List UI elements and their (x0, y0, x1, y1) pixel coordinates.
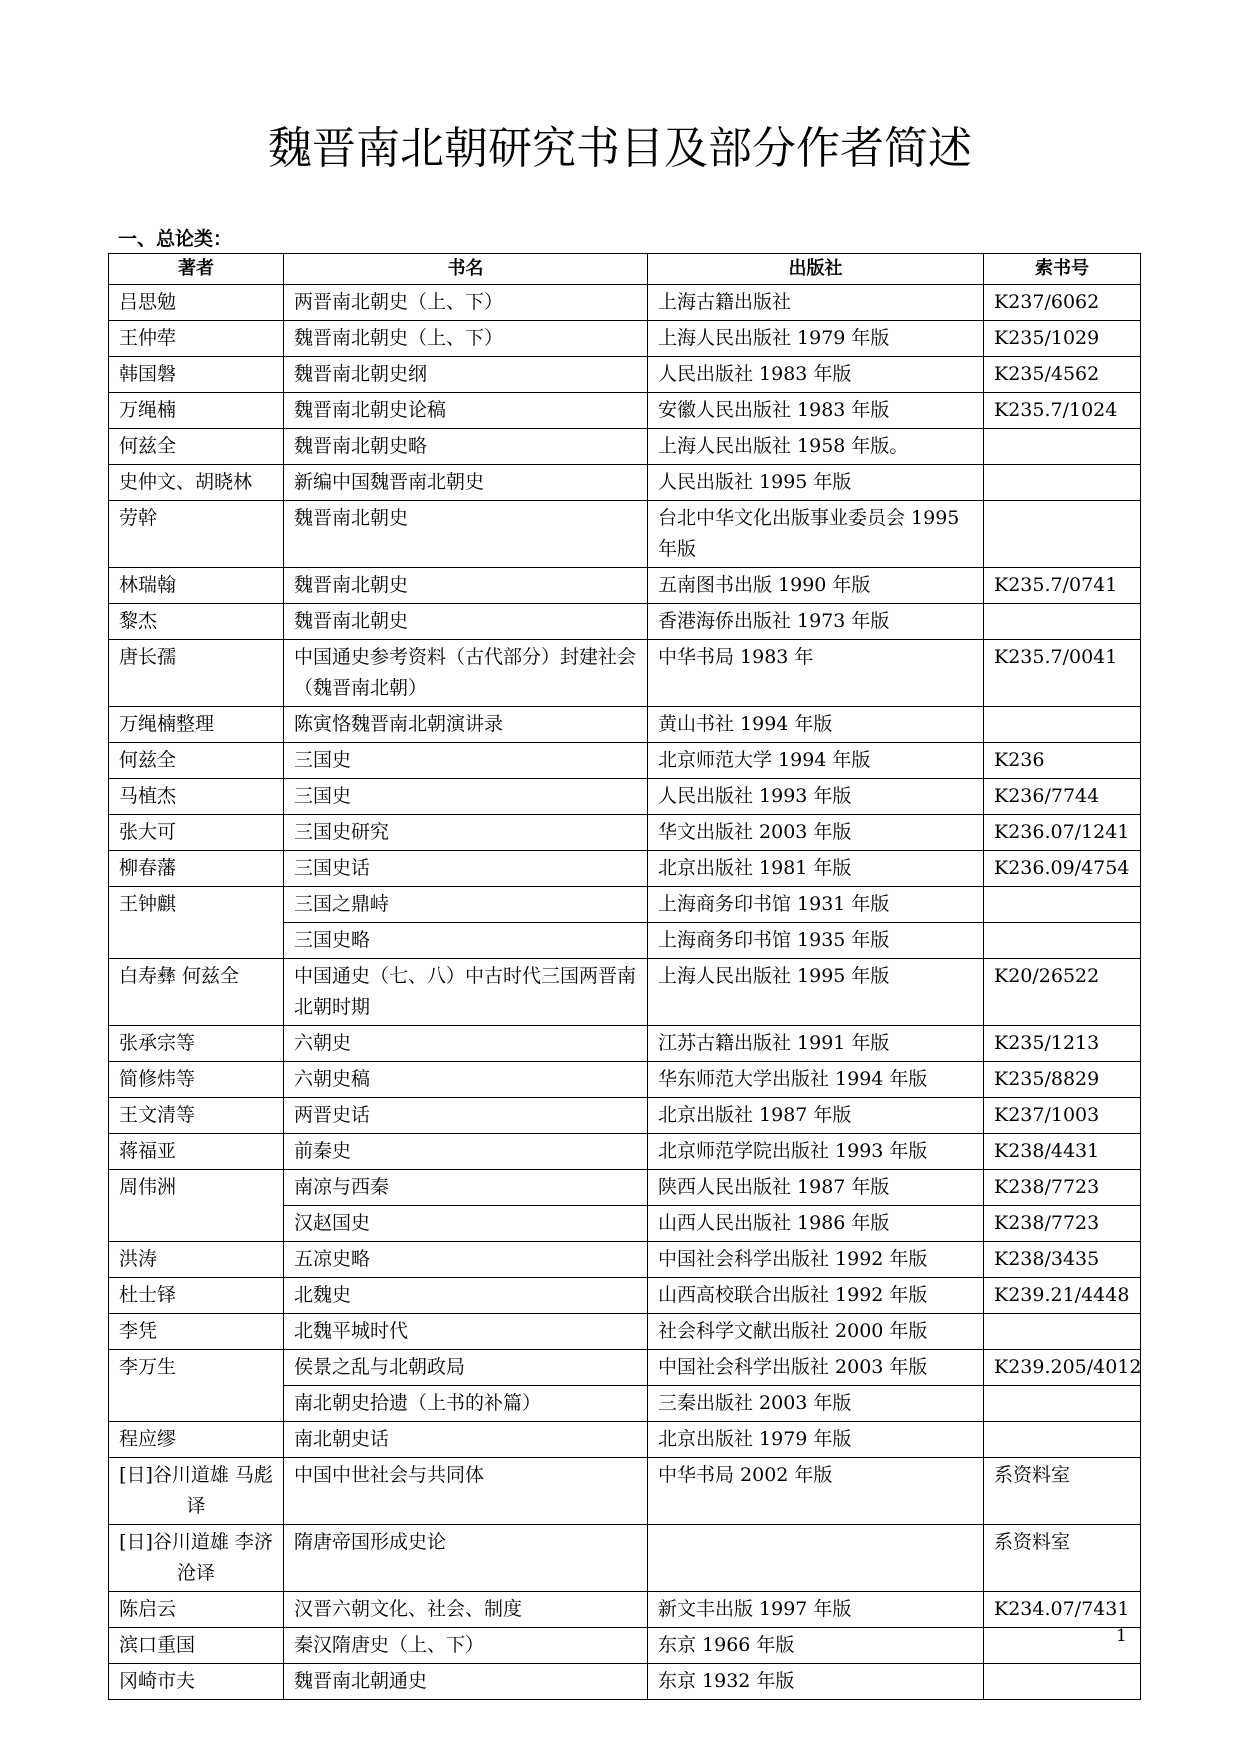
title-cell: 魏晋南北朝史论稿 (284, 393, 648, 429)
publisher-cell: 人民出版社 1983 年版 (648, 357, 984, 393)
title-cell: 两晋南北朝史（上、下） (284, 285, 648, 321)
table-row (109, 640, 1141, 707)
publisher-cell: 香港海侨出版社 1973 年版 (648, 604, 984, 640)
publisher-cell: 陕西人民出版社 1987 年版 (648, 1170, 984, 1206)
call-number-cell: K236.07/1241 (984, 815, 1141, 851)
publisher-cell: 黄山书社 1994 年版 (648, 707, 984, 743)
title-cell: 六朝史 (284, 1026, 648, 1062)
title-cell: 陈寅恪魏晋南北朝演讲录 (284, 707, 648, 743)
title-cell: 魏晋南北朝史（上、下） (284, 321, 648, 357)
call-number-cell: 系资料室 (984, 1525, 1141, 1592)
title-cell: 魏晋南北朝史 (284, 501, 648, 568)
author-cell: 李凭 (109, 1314, 284, 1350)
table-row (109, 815, 1141, 851)
table-row (109, 285, 1141, 321)
publisher-cell: 上海人民出版社 1979 年版 (648, 321, 984, 357)
call-number-cell: K235.7/0041 (984, 640, 1141, 707)
column-header-author: 著者 (109, 254, 284, 285)
title-cell: 南凉与西秦 (284, 1170, 648, 1206)
publisher-cell: 台北中华文化出版事业委员会 1995 年版 (648, 501, 984, 568)
publisher-cell: 北京师范学院出版社 1993 年版 (648, 1134, 984, 1170)
publisher-cell: 中国社会科学出版社 1992 年版 (648, 1242, 984, 1278)
table-row (109, 1422, 1141, 1458)
call-number-cell: K234.07/7431 (984, 1592, 1141, 1628)
author-cell: 滨口重国 (109, 1628, 284, 1664)
publisher-cell: 江苏古籍出版社 1991 年版 (648, 1026, 984, 1062)
author-cell: 劳幹 (109, 501, 284, 568)
author-cell: 何兹全 (109, 429, 284, 465)
call-number-cell: K236/7744 (984, 779, 1141, 815)
table-row (109, 1664, 1141, 1700)
title-cell: 侯景之乱与北朝政局 (284, 1350, 648, 1386)
call-number-cell: K20/26522 (984, 959, 1141, 1026)
table-row (109, 707, 1141, 743)
table-row (109, 1098, 1141, 1134)
author-cell: 何兹全 (109, 743, 284, 779)
publisher-cell: 三秦出版社 2003 年版 (648, 1386, 984, 1422)
title-cell: 魏晋南北朝史 (284, 568, 648, 604)
section-heading: 一、总论类： (118, 228, 233, 250)
table-row (109, 851, 1141, 887)
column-header-publisher: 出版社 (648, 254, 984, 285)
table-row (109, 501, 1141, 568)
author-cell: 唐长孺 (109, 640, 284, 707)
author-cell: 林瑞翰 (109, 568, 284, 604)
author-cell: 洪涛 (109, 1242, 284, 1278)
author-cell: [日]谷川道雄 李济沧译 (109, 1525, 284, 1592)
publisher-cell: 上海人民出版社 1995 年版 (648, 959, 984, 1026)
title-cell: 三国史 (284, 743, 648, 779)
author-cell: 周伟洲 (109, 1170, 284, 1242)
title-cell: 北魏平城时代 (284, 1314, 648, 1350)
publisher-cell: 五南图书出版 1990 年版 (648, 568, 984, 604)
publisher-cell: 社会科学文献出版社 2000 年版 (648, 1314, 984, 1350)
publisher-cell: 北京出版社 1981 年版 (648, 851, 984, 887)
author-cell: 张承宗等 (109, 1026, 284, 1062)
table-row (109, 429, 1141, 465)
title-cell: 北魏史 (284, 1278, 648, 1314)
call-number-cell (984, 1664, 1141, 1700)
page-title: 魏晋南北朝研究书目及部分作者简述 (268, 123, 972, 174)
call-number-cell (984, 501, 1141, 568)
title-cell: 魏晋南北朝史 (284, 604, 648, 640)
publisher-cell: 上海商务印书馆 1935 年版 (648, 923, 984, 959)
title-cell: 两晋史话 (284, 1098, 648, 1134)
call-number-cell: K235.7/0741 (984, 568, 1141, 604)
call-number-cell: K238/7723 (984, 1206, 1141, 1242)
author-cell: 白寿彝 何兹全 (109, 959, 284, 1026)
publisher-cell: 华东师范大学出版社 1994 年版 (648, 1062, 984, 1098)
author-cell: 柳春藩 (109, 851, 284, 887)
table-row (109, 1242, 1141, 1278)
table-row (109, 568, 1141, 604)
title-cell: 三国史略 (284, 923, 648, 959)
table-row (109, 1062, 1141, 1098)
publisher-cell: 北京师范大学 1994 年版 (648, 743, 984, 779)
call-number-cell (984, 1422, 1141, 1458)
publisher-cell: 中华书局 2002 年版 (648, 1458, 984, 1525)
page-number: 1 (1116, 1626, 1127, 1646)
title-cell: 中国通史参考资料（古代部分）封建社会（魏晋南北朝） (284, 640, 648, 707)
title-cell: 魏晋南北朝史略 (284, 429, 648, 465)
call-number-cell: K238/4431 (984, 1134, 1141, 1170)
bibliography-table (108, 253, 1141, 1700)
title-cell: 隋唐帝国形成史论 (284, 1525, 648, 1592)
publisher-cell: 北京出版社 1979 年版 (648, 1422, 984, 1458)
author-cell: 王仲荦 (109, 321, 284, 357)
author-cell: 马植杰 (109, 779, 284, 815)
table-row (109, 1170, 1141, 1206)
publisher-cell: 人民出版社 1993 年版 (648, 779, 984, 815)
author-cell: 韩国磐 (109, 357, 284, 393)
table-row (109, 743, 1141, 779)
call-number-cell (984, 429, 1141, 465)
title-cell: 五凉史略 (284, 1242, 648, 1278)
title-cell: 中国中世社会与共同体 (284, 1458, 648, 1525)
title-cell: 南北朝史拾遗（上书的补篇） (284, 1386, 648, 1422)
author-cell: [日]谷川道雄 马彪译 (109, 1458, 284, 1525)
call-number-cell: K238/3435 (984, 1242, 1141, 1278)
table-row (109, 357, 1141, 393)
author-cell: 李万生 (109, 1350, 284, 1422)
column-header-call-number: 索书号 (984, 254, 1141, 285)
call-number-cell: K237/6062 (984, 285, 1141, 321)
publisher-cell: 山西高校联合出版社 1992 年版 (648, 1278, 984, 1314)
call-number-cell: 系资料室 (984, 1458, 1141, 1525)
author-cell: 王文清等 (109, 1098, 284, 1134)
table-body (109, 285, 1141, 1700)
table-row (109, 604, 1141, 640)
table-row (109, 1314, 1141, 1350)
call-number-cell: K235/1029 (984, 321, 1141, 357)
author-cell: 史仲文、胡晓林 (109, 465, 284, 501)
table-row (109, 1628, 1141, 1664)
call-number-cell (984, 923, 1141, 959)
table-row (109, 1592, 1141, 1628)
author-cell: 黎杰 (109, 604, 284, 640)
author-cell: 万绳楠 (109, 393, 284, 429)
table-row (109, 393, 1141, 429)
title-cell: 新编中国魏晋南北朝史 (284, 465, 648, 501)
table-row (109, 959, 1141, 1026)
author-cell: 万绳楠整理 (109, 707, 284, 743)
title-cell: 南北朝史话 (284, 1422, 648, 1458)
title-cell: 魏晋南北朝史纲 (284, 357, 648, 393)
publisher-cell: 上海商务印书馆 1931 年版 (648, 887, 984, 923)
publisher-cell (648, 1525, 984, 1592)
table-row (109, 1458, 1141, 1525)
call-number-cell: K235/1213 (984, 1026, 1141, 1062)
author-cell: 程应缪 (109, 1422, 284, 1458)
call-number-cell: K236 (984, 743, 1141, 779)
call-number-cell: K237/1003 (984, 1098, 1141, 1134)
call-number-cell: K235.7/1024 (984, 393, 1141, 429)
author-cell: 王钟麒 (109, 887, 284, 959)
call-number-cell (984, 1386, 1141, 1422)
table-row (109, 1525, 1141, 1592)
author-cell: 吕思勉 (109, 285, 284, 321)
table-row (109, 1026, 1141, 1062)
call-number-cell: K239.21/4448 (984, 1278, 1141, 1314)
title-cell: 秦汉隋唐史（上、下） (284, 1628, 648, 1664)
call-number-cell (984, 887, 1141, 923)
call-number-cell: K239.205/4012 (984, 1350, 1141, 1386)
author-cell: 蒋福亚 (109, 1134, 284, 1170)
publisher-cell: 山西人民出版社 1986 年版 (648, 1206, 984, 1242)
author-cell: 陈启云 (109, 1592, 284, 1628)
call-number-cell (984, 1314, 1141, 1350)
publisher-cell: 东京 1932 年版 (648, 1664, 984, 1700)
table-row (109, 321, 1141, 357)
title-cell: 魏晋南北朝通史 (284, 1664, 648, 1700)
call-number-cell (984, 707, 1141, 743)
title-cell: 三国史 (284, 779, 648, 815)
table-row (109, 779, 1141, 815)
publisher-cell: 安徽人民出版社 1983 年版 (648, 393, 984, 429)
column-header-title: 书名 (284, 254, 648, 285)
author-cell: 张大可 (109, 815, 284, 851)
table-row (109, 1134, 1141, 1170)
title-cell: 汉晋六朝文化、社会、制度 (284, 1592, 648, 1628)
table-header-row (109, 254, 1141, 285)
call-number-cell (984, 604, 1141, 640)
author-cell: 简修炜等 (109, 1062, 284, 1098)
publisher-cell: 东京 1966 年版 (648, 1628, 984, 1664)
publisher-cell: 中国社会科学出版社 2003 年版 (648, 1350, 984, 1386)
table-row (109, 1350, 1141, 1386)
title-cell: 三国史话 (284, 851, 648, 887)
table-row (109, 465, 1141, 501)
call-number-cell: K238/7723 (984, 1170, 1141, 1206)
call-number-cell: K235/4562 (984, 357, 1141, 393)
call-number-cell (984, 465, 1141, 501)
publisher-cell: 人民出版社 1995 年版 (648, 465, 984, 501)
author-cell: 冈崎市夫 (109, 1664, 284, 1700)
call-number-cell: K236.09/4754 (984, 851, 1141, 887)
table-row (109, 887, 1141, 923)
publisher-cell: 中华书局 1983 年 (648, 640, 984, 707)
title-cell: 前秦史 (284, 1134, 648, 1170)
title-cell: 中国通史（七、八）中古时代三国两晋南北朝时期 (284, 959, 648, 1026)
publisher-cell: 北京出版社 1987 年版 (648, 1098, 984, 1134)
title-cell: 三国之鼎峙 (284, 887, 648, 923)
title-cell: 六朝史稿 (284, 1062, 648, 1098)
table-row (109, 1278, 1141, 1314)
publisher-cell: 上海人民出版社 1958 年版。 (648, 429, 984, 465)
publisher-cell: 华文出版社 2003 年版 (648, 815, 984, 851)
title-cell: 三国史研究 (284, 815, 648, 851)
publisher-cell: 上海古籍出版社 (648, 285, 984, 321)
author-cell: 杜士铎 (109, 1278, 284, 1314)
title-cell: 汉赵国史 (284, 1206, 648, 1242)
call-number-cell: K235/8829 (984, 1062, 1141, 1098)
publisher-cell: 新文丰出版 1997 年版 (648, 1592, 984, 1628)
